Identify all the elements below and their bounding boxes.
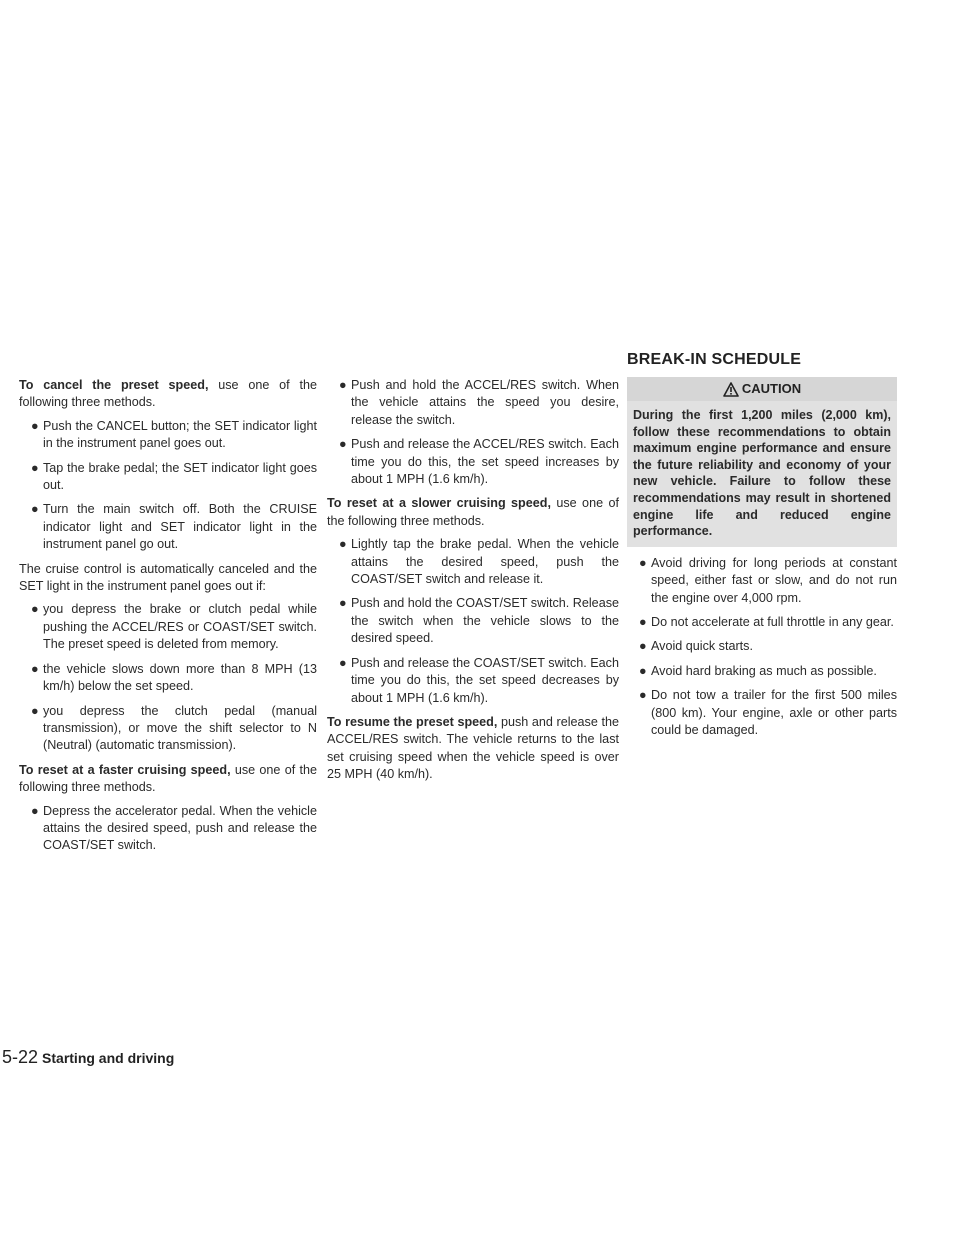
list-reset-faster-methods [19,803,317,855]
list-item-text: Push and hold the ACCEL/RES switch. When the vehicle attains the speed you desire, release the switch. [351,378,619,427]
bullet-icon: ● [31,703,39,718]
bullet-icon: ● [339,378,347,392]
list-item-text: Avoid quick starts. [651,639,753,654]
list-item [327,377,619,429]
caution-label: CAUTION [741,381,802,397]
list-item-text: Avoid driving for long periods at constant speed, either fast or slow, and do not run the engine over 4,000 rpm. [651,555,897,605]
list-item [627,614,897,631]
caution-text: During the first 1,200 miles (2,000 km), follow these recommendations to obtain maximum engine performance and ensure the future reliability and economy of your new vehicle. Failure to follow these recommendations may result in shortened engine life and reduced engine performance. [627,401,897,547]
warning-icon [723,382,739,397]
bullet-icon: ● [339,655,347,670]
paragraph-reset-slower [327,495,619,530]
paragraph-text: push and release the ACCEL/RES switch. The vehicle returns to the last set cruising speed when the vehicle speed is over 25 MPH (40 km/h). [327,714,619,782]
list-item-text: Tap the brake pedal; the SET indicator light goes out. [43,460,317,493]
bullet-icon: ● [639,555,647,570]
caution-box [627,377,897,547]
bullet-icon: ● [31,661,39,676]
caution-header [627,377,897,401]
bullet-icon: ● [31,803,39,818]
bullet-icon: ● [31,502,39,517]
lead-cancel-preset: To cancel the preset speed, [19,378,209,392]
bullet-icon: ● [639,688,647,703]
list-item [327,436,619,488]
list-item [327,536,619,588]
list-item-text: you depress the brake or clutch pedal while pushing the ACCEL/RES or COAST/SET switch. The preset speed is deleted from memory. [43,602,317,652]
list-item-text: Lightly tap the brake pedal. When the vehicle attains the desired speed, push the COAST/SET switch and release it. [351,537,619,587]
list-item-text: Do not accelerate at full throttle in any gear. [651,614,894,629]
bullet-icon: ● [31,460,39,475]
paragraph-reset-faster [19,762,317,797]
paragraph-text: use one of the following three methods. [19,762,317,795]
paragraph-resume-preset [327,714,619,784]
list-item [19,418,317,453]
list-item-text: Do not tow a trailer for the first 500 miles (800 km). Your engine, axle or other parts could be damaged. [651,688,897,737]
list-item [19,703,317,755]
bullet-icon: ● [339,537,347,552]
list-item-text: Push the CANCEL button; the SET indicator light in the instrument panel goes out. [43,418,317,451]
list-item-text: Push and release the COAST/SET switch. Each time you do this, the set speed decreases by about 1 MPH (1.6 km/h). [351,655,619,705]
list-item [627,555,897,607]
column-right [627,377,897,746]
list-item [19,460,317,495]
list-reset-faster-methods-cont [327,377,619,488]
list-item-text: Turn the main switch off. Both the CRUISE indicator light and SET indicator light in the instrument panel go out. [43,502,317,552]
list-item [627,687,897,739]
bullet-icon: ● [339,437,347,452]
list-item-text: you depress the clutch pedal (manual transmission), or move the shift selector to N (Neutral) (automatic transmission). [43,703,317,753]
list-item-text: Push and release the ACCEL/RES switch. Each time you do this, the set speed increases by about 1 MPH (1.6 km/h). [351,437,619,487]
list-break-in-recommendations [627,555,897,740]
list-item-text: Push and hold the COAST/SET switch. Release the switch when the vehicle slows to the desired speed. [351,596,619,646]
paragraph-text: use one of the following three methods. [19,378,317,410]
list-item [19,661,317,696]
list-item [19,501,317,553]
list-item-text: Depress the accelerator pedal. When the vehicle attains the desired speed, push and release the COAST/SET switch. [43,803,317,853]
list-item [327,595,619,647]
column-left [19,377,317,862]
column-middle [327,377,619,790]
page-footer [2,1047,174,1068]
paragraph-cancel-preset [19,377,317,412]
list-reset-slower-methods [327,536,619,707]
bullet-icon: ● [31,602,39,617]
list-item [19,803,317,855]
list-item [19,601,317,653]
list-cancel-methods [19,418,317,554]
bullet-icon: ● [639,663,647,678]
bullet-icon: ● [639,639,647,654]
list-auto-cancel-conditions [19,601,317,754]
list-item-text: Avoid hard braking as much as possible. [651,663,877,678]
lead-reset-faster: To reset at a faster cruising speed, [19,762,231,777]
chapter-title: Starting and driving [42,1050,175,1066]
list-item [627,663,897,680]
bullet-icon: ● [31,418,39,433]
bullet-icon: ● [639,614,647,629]
lead-reset-slower: To reset at a slower cruising speed, [327,496,551,511]
paragraph-text: use one of the following three methods. [327,496,619,528]
paragraph-auto-cancel: The cruise control is automatically canceled and the SET light in the instrument panel goes out if: [19,561,317,594]
section-title-break-in: BREAK-IN SCHEDULE [627,351,802,368]
list-item [627,638,897,655]
list-item-text: the vehicle slows down more than 8 MPH (13 km/h) below the set speed. [43,661,317,694]
bullet-icon: ● [339,596,347,611]
list-item [327,655,619,707]
lead-resume-preset: To resume the preset speed, [327,714,498,729]
page-number: 5-22 [2,1047,39,1067]
